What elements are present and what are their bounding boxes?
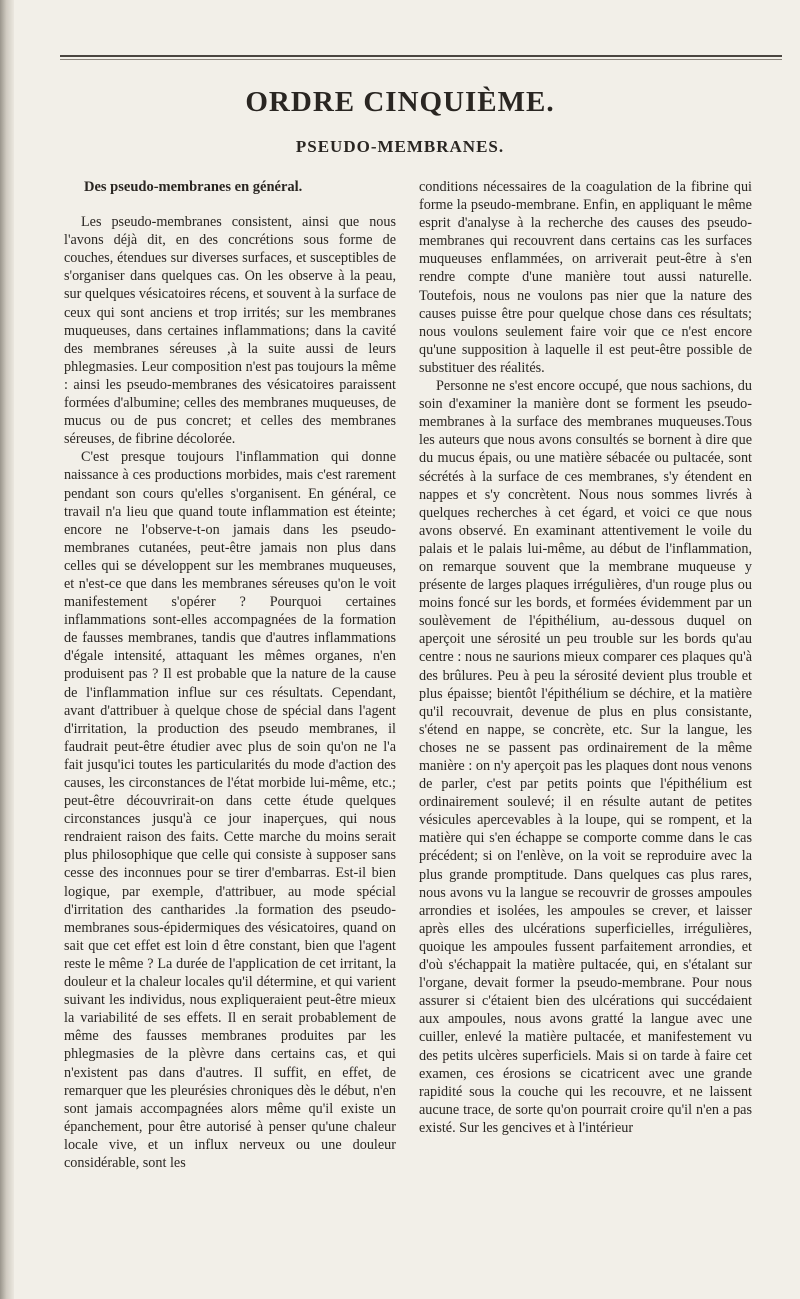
order-title: ORDRE CINQUIÈME. (245, 86, 555, 118)
subheading: Des pseudo-membranes en général. (84, 179, 303, 195)
header-rule (60, 55, 782, 60)
paragraph: C'est presque toujours l'inflammation qui donne naissance à ces productions morbides, mais c'est rarement pendant son cours qu'elles s'organisent. En général, ce travail n'a lieu que quand toute inflammation est éteinte; encore ne l'observe-t-on jamais dans les pseudo- membranes cutanées, peut-être jamais non plus dans celles qui se développent sur les membranes muqueuses, et n'est-ce que dans les membranes séreuses qu'on le voit manifestement s'opérer ? Pourquoi certaines inflammations sont-elles accompagnées de la formation de fausses membranes, tandis que d'autres inflammations d'égale intensité, attaquant les mêmes organes, n'en produisent pas ? Il est probable que la nature de la cause de l'inflammation influe sur ces résultats. Cependant, avant d'attribuer à quelque chose de spécial dans l'agent d'irritation, la production des pseudo membranes, il faudrait peut-être étudier avec plus de soin qu'on ne l'a fait jusqu'ici toutes les particularités du mode d'action des causes, les circonstances de l'état morbide lui-même, etc.; peut-être découvrirait-on dans cette étude quelques circonstances jusqu'à ce jour inaperçues, qui nous rendraient raison des faits. Cette marche du moins serait plus philosophique que celle qui consiste à supposer sans cesse des inconnues pour se tirer d'embarras. Est-il bien logique, par exemple, d'attribuer, au mode spécial d'irritation des cantharides .la formation des pseudo-membranes sous-épidermiques des vésicatoires, quand on sait que cet effet est loin d être constant, bien que l'agent reste le même ? La durée de l'application de cet irritant, la douleur et la chaleur locales qu'il détermine, et qui varient suivant les individus, nous expliqueraient peut-être mieux la variabilité de ses effets. Il en serait probablement de même des fausses membranes produites par les phlegmasies de la plèvre dans certains cas, et qui n'existent pas dans d'autres. Il suffit, en effet, de remarquer que les pleurésies chroniques dès le début, n'en sont jamais accompagnées alors même qu'il existe un épanchement, pour être autorisé à penser qu'une chaleur locale vive, et un influx nerveux ou une douleur considérable, sont les (64, 449, 396, 1171)
paragraph: Personne ne s'est encore occupé, que nous sachions, du soin d'examiner la manière dont se forment les pseudo-membranes à la surface des membranes muqueuses.Tous les auteurs que nous avons consultés se bornent à dire que du mucus épais, ou une matière sébacée ou pultacée, sont sécrétés à la surface de ces membranes, s'y étendent en nappes et s'y concrètent. Nous nous sommes livrés à quelques recherches à cet égard, et voici ce que nous avons observé. En examinant attentivement le voile du palais et le palais lui-même, au début de l'inflammation, on remarque souvent que la membrane muqueuse y présente de larges plaques irrégulières, d'un rouge plus ou moins foncé sur les bords, et formées évidemment par un soulèvement de l'épithélium, au-dessous duquel on aperçoit une sérosité un peu trouble sur les bords qu'au centre : nous ne saurions mieux comparer ces plaques qu'à des brûlures. Peu à peu la sérosité devient plus trouble et plus épaisse; bientôt l'épithélium se déchire, et la matière qu'il recouvrait, devenue de plus en plus consistante, s'étend en nappe, se concrète, etc. Sur la langue, les choses ne se passent pas ordinairement de la même manière : on n'y aperçoit pas les plaques dont nous venons de parler, c'est par petits points que l'épithélium est ordinairement soulevé; il en résulte autant de petites vésicules apercevables à la loupe, qui se rompent, et la matière qui s'en échappe se comporte comme dans le cas précédent; si on l'enlève, on la voit se reproduire avec la plus grande promptitude. Dans quelques cas plus rares, nous avons vu la langue se recouvrir de grosses ampoules arrondies et isolées, les ampoules se crever, et laisser après elles des ulcérations superficielles, irrégulières, quoique les ampoules fussent parfaitement arrondies, et d'où s'échappait la matière pultacée, qui, en s'étalant sur l'organe, devait former la pseudo-membrane. Pour nous assurer si c'étaient bien des ulcérations qui succédaient aux ampoules, nous avons gratté la langue avec une cuiller, enlevé la matière pultacée, et manifestement vu des petits ulcères superficiels. Mais si on tarde à faire cet examen, ces érosions se cicatricent avec une grande rapidité sous la couche qui les recouvre, et ne laissent aucune trace, de sorte qu'on pourrait croire qu'il n'en a pas existé. Sur les gencives et à l'intérieur (419, 378, 752, 1136)
page-gutter-shadow (0, 0, 14, 1299)
paragraph: Les pseudo-membranes consistent, ainsi que nous l'avons déjà dit, en des concrétions sous forme de couches, étendues sur diverses surfaces, et susceptibles de s'organiser dans quelques cas. On les observe à la peau, sur quelques vésicatoires récens, et souvent à la surface de ceux qui sont anciens et trop irrités; sur les membranes muqueuses, dans certaines inflammations; dans la cavité des membranes séreuses ,à la suite aussi de leurs phlegmasies. Leur composition n'est pas toujours la même : ainsi les pseudo-membranes des vésicatoires paraissent formées d'albumine; celles des membranes muqueuses, de mucus ou de pus concret; et celles des membranes séreuses, de fibrine décolorée. (64, 214, 396, 448)
left-column (64, 178, 396, 1172)
right-column (419, 178, 752, 1137)
paragraph: conditions nécessaires de la coagulation de la fibrine qui forme la pseudo-membrane. Enfin, en appliquant le même esprit d'analyse à la recherche des causes des pseudo-membranes qui recouvrent dans certains cas les surfaces muqueuses enflammées, on arriverait peut-être à s'en rendre compte d'une manière tout aussi naturelle. Toutefois, nous ne voulons pas nier que la nature des causes puisse être pour quelque chose dans ces résultats; nous voulons seulement faire voir que ce n'est encore qu'une supposition à laquelle il est peut-être possible de substituer des réalités. (419, 179, 752, 376)
section-title: PSEUDO-MEMBRANES. (295, 137, 505, 156)
